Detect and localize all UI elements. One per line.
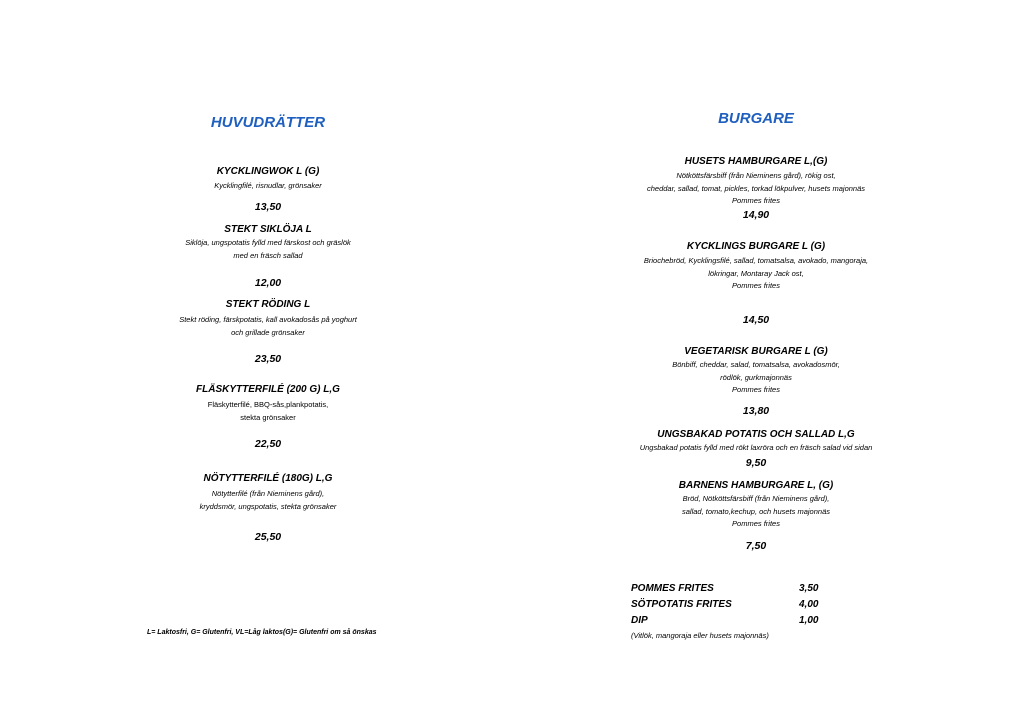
menu-item-price: 23,50 [254, 353, 282, 365]
side-item-price: 4,00 [799, 599, 819, 610]
menu-item-price: 14,90 [742, 209, 770, 221]
menu-item-desc: Kycklingfilé, risnudlar, grönsaker [214, 181, 322, 190]
menu-item-price: 13,80 [742, 405, 770, 417]
menu-item-desc: Nötytterfilé (från Nieminens gård), kryddsmör, ungspotatis, stekta grönsaker [199, 489, 337, 511]
menu-item-desc: Nötköttsfärsbiff (från Nieminens gård), rökig ost, cheddar, sallad, tomat, pickles, torkad lökpulver, husets majonnäs Pommes frites [646, 171, 866, 205]
menu-item-name: UNGSBAKAD POTATIS OCH SALLAD L,G [657, 429, 855, 440]
side-item-price: 1,00 [799, 615, 819, 626]
menu-item-desc: Briochebröd, Kycklingsfilé, sallad, tomatsalsa, avokado, mangoraja, lökringar, Montaray Jack ost, Pommes frites [643, 256, 869, 290]
allergen-legend: L= Laktosfri, G= Glutenfri, VL=Låg laktos(G)= Glutenfri om så önskas [147, 629, 377, 636]
menu-item-name: BARNENS HAMBURGARE L, (G) [678, 480, 834, 491]
menu-item-name: HUSETS HAMBURGARE L,(G) [684, 156, 828, 167]
side-item-name: POMMES FRITES [631, 583, 714, 594]
menu-item-name: KYCKLINGS BURGARE L (G) [686, 241, 826, 252]
menu-item-price: 25,50 [254, 531, 282, 543]
section-title-burgare: BURGARE [718, 110, 794, 127]
menu-item-desc: Siklöja, ungspotatis fylld med färskost och gräslök med en fräsch sallad [185, 238, 351, 260]
menu-item-name: KYCKLINGWOK L (G) [216, 166, 320, 177]
menu-item-price: 13,50 [254, 201, 282, 213]
menu-item-desc: Stekt röding, färskpotatis, kall avokadosås på yoghurt och grillade grönsaker [179, 315, 357, 337]
menu-item-name: NÖTYTTERFILÉ (180G) L,G [203, 473, 333, 484]
menu-item-price: 7,50 [745, 540, 767, 552]
menu-item-price: 14,50 [742, 314, 770, 326]
dip-options-note: (Vitlök, mangoraja eller husets majonnäs) [631, 631, 769, 640]
menu-item-name: FLÄSKYTTERFILÉ (200 G) L,G [196, 384, 340, 395]
side-item-price: 3,50 [799, 583, 819, 594]
menu-item-price: 9,50 [745, 457, 767, 469]
menu-item-price: 22,50 [254, 438, 282, 450]
menu-item-desc: Ungsbakad potatis fylld med rökt laxröra och en fräsch salad vid sidan [639, 443, 873, 452]
section-title-huvudratter: HUVUDRÄTTER [210, 114, 326, 131]
side-item-name: SÖTPOTATIS FRITES [631, 599, 732, 610]
menu-item-desc: Bröd, Nötköttsfärsbiff (från Nieminens gård), sallad, tomato,kechup, och husets majonnäs Pommes frites [681, 494, 831, 528]
menu-item-desc: Bönbiff, cheddar, salad, tomatsalsa, avokadosmör, rödlök, gurkmajonnäs Pommes frites [672, 360, 840, 394]
menu-item-name: STEKT SIKLÖJA L [224, 224, 312, 235]
menu-item-name: STEKT RÖDING L [225, 299, 311, 310]
menu-item-name: VEGETARISK BURGARE L (G) [684, 346, 828, 357]
menu-item-price: 12,00 [254, 277, 282, 289]
menu-item-desc: Fläskytterfilé, BBQ-sås,plankpotatis, stekta grönsaker [207, 400, 329, 422]
side-item-name: DIP [631, 615, 648, 626]
